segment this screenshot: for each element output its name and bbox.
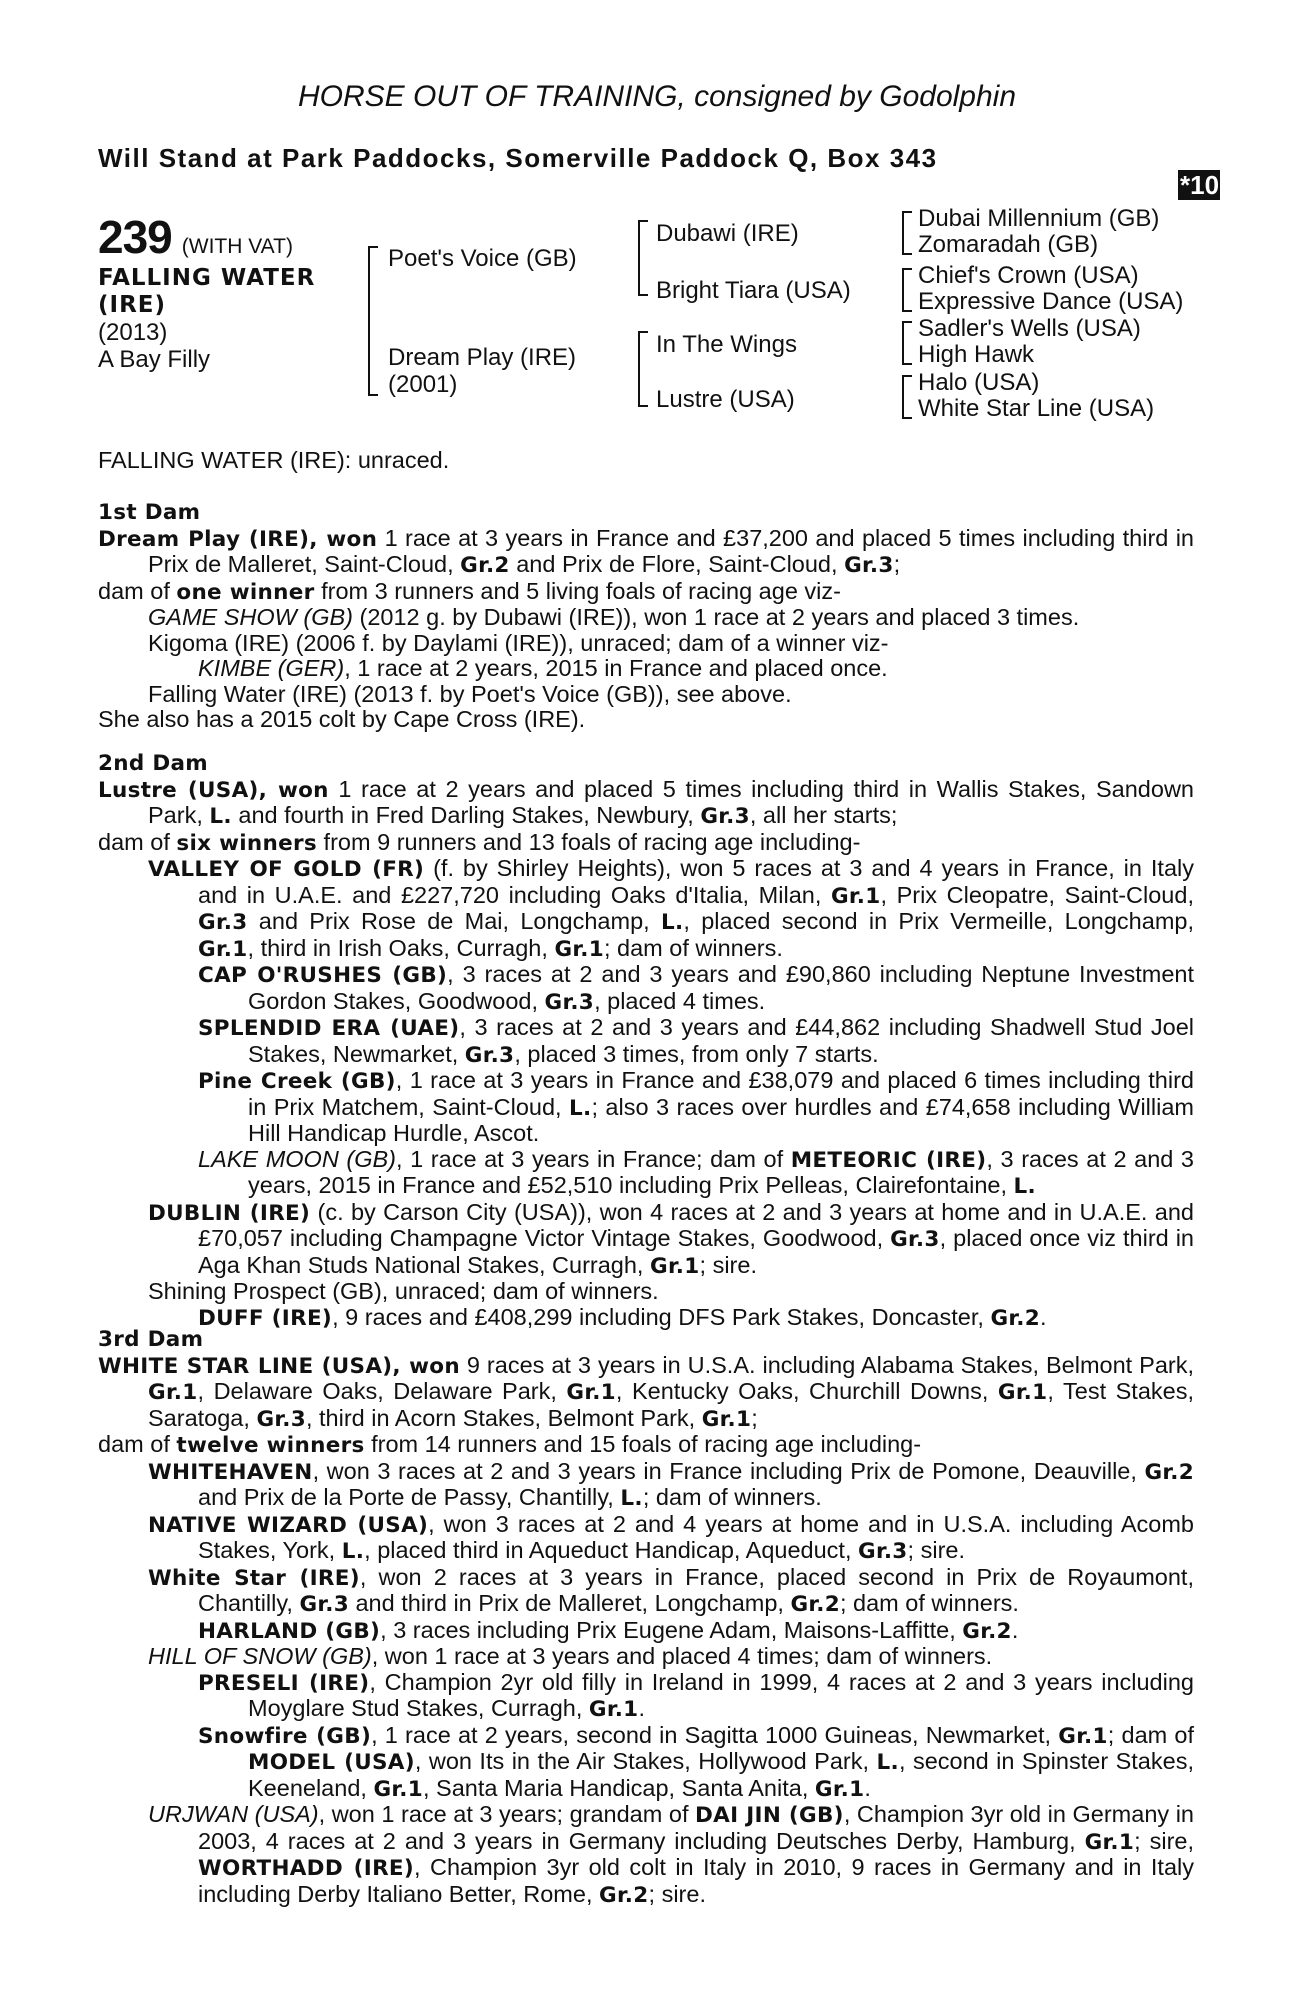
foal-name: VALLEY OF GOLD (FR): [148, 857, 425, 882]
produce-entry: [98, 1670, 1194, 1723]
grade: Gr.3: [544, 989, 595, 1015]
record-text: dam of: [98, 1431, 177, 1457]
record-text: ;: [893, 551, 901, 577]
record-text: (f. by Shirley Heights), won 5 races at 3 and 4 years in France, in Italy and in U.A.E. and £227,720 including Oaks d'Italia, Milan,: [198, 855, 1195, 908]
grade: Gr.1: [373, 1776, 423, 1802]
record-text: dam of: [98, 577, 177, 604]
record-text: , third in Acorn Stakes, Belmont Park,: [305, 1404, 702, 1431]
grade: L.: [341, 1539, 365, 1564]
third-dam-name: WHITE STAR LINE (USA), won: [98, 1353, 460, 1379]
horse-description: A Bay Filly: [98, 346, 211, 373]
grade: Gr.3: [198, 910, 248, 935]
pedigree-bracket-sire-dam: [368, 246, 378, 396]
foal-name: SPLENDID ERA (UAE): [198, 1016, 460, 1041]
record-text: , won 3 races at 2 and 3 years in France including Prix de Pomone, Deauville,: [312, 1457, 1145, 1484]
grade: Gr.3: [256, 1406, 306, 1432]
pedigree-g5: Sadler's Wells (USA): [918, 315, 1141, 342]
foal-name: LAKE MOON (GB): [198, 1145, 396, 1172]
record-text: , placed once viz third in Aga Khan Studs National Stakes, Curragh,: [198, 1225, 1194, 1278]
record-text: .: [638, 1695, 645, 1721]
record-text: , all her starts;: [749, 802, 898, 828]
horse-name-line1: FALLING WATER: [98, 265, 316, 291]
foal-name: MODEL (USA): [248, 1750, 415, 1775]
pedigree-g2: Zomaradah (GB): [918, 231, 1099, 258]
record-text: , 1 race at 3 years in France and £38,079 and placed 6 times including third in Prix Matchem, Saint-Cloud,: [248, 1067, 1194, 1120]
first-dam-section: [98, 500, 1194, 733]
record-text: from 3 runners and 5 living foals of racing age viz-: [314, 577, 841, 604]
third-dam-heading: 3rd Dam: [98, 1327, 204, 1352]
record-text: , placed 3 times, from only 7 starts.: [514, 1040, 879, 1067]
produce-entry: [98, 1618, 1194, 1645]
lot-number-line: [98, 210, 293, 264]
winner-count: six winners: [176, 830, 318, 856]
grade: Gr.1: [650, 1253, 700, 1279]
record-text: , 3 races including Prix Eugene Adam, Maisons-Laffitte,: [380, 1616, 963, 1643]
winner-count: twelve winners: [176, 1433, 365, 1458]
record-text: , 1 race at 3 years in France; dam of: [396, 1145, 791, 1172]
produce-entry: [98, 1723, 1194, 1803]
record-text: , Champion 3yr old in Germany in 2003, 4 races at 2 and 3 years in Germany including Deutsches Derby, Hamburg,: [198, 1801, 1194, 1854]
first-dam-record: [98, 526, 1194, 579]
pedigree-bracket-dam-parents: [638, 331, 648, 407]
produce-entry: [98, 605, 1194, 631]
produce-entry: [98, 1068, 1194, 1147]
record-text: , second in Spinster Stakes, Keeneland,: [248, 1748, 1194, 1801]
record-text: 1 race at 2 years and placed 5 times including third in Wallis Stakes, Sandown Park,: [148, 775, 1194, 828]
record-text: 1 race at 3 years in France and £37,200 and placed 5 times including third in Prix de Malleret, Saint-Cloud,: [148, 524, 1195, 577]
grade: L.: [1013, 1174, 1036, 1199]
grade: Gr.1: [830, 883, 881, 909]
record-text: 9 races at 3 years in U.S.A. including Alabama Stakes, Belmont Park,: [459, 1351, 1194, 1378]
third-dam-produce-summary: [98, 1432, 1194, 1459]
grade: Gr.3: [464, 1042, 515, 1068]
foal-name: PRESELI (IRE): [198, 1670, 370, 1696]
record-text: .: [1039, 1303, 1047, 1330]
foal-name: NATIVE WIZARD (USA): [148, 1512, 429, 1538]
grade: Gr.1: [566, 1380, 616, 1405]
grade: Gr.2: [962, 1618, 1012, 1644]
grade: Gr.2: [599, 1882, 649, 1908]
pedigree-dam-sire: In The Wings: [656, 331, 797, 358]
record-text: and third in Prix de Malleret, Longchamp,: [348, 1590, 791, 1616]
produce-entry: [98, 962, 1194, 1015]
record-text: (2012 g. by Dubawi (IRE)), won 1 race at 2 years and placed 3 times.: [352, 604, 1080, 630]
pedigree-g6: High Hawk: [918, 341, 1035, 368]
grade: L.: [569, 1095, 592, 1121]
grade: L.: [209, 804, 232, 829]
grade: Gr.3: [858, 1539, 908, 1564]
second-dam-produce-summary: [98, 830, 1194, 857]
pedigree-bracket-g2: [902, 268, 912, 312]
produce-entry: [98, 1802, 1194, 1908]
catalogue-header: HORSE OUT OF TRAINING, consigned by Godolphin: [297, 80, 1017, 113]
grade: L.: [620, 1486, 643, 1511]
pedigree-sire-sire: Dubawi (IRE): [656, 220, 799, 247]
foal-name: GAME SHOW (GB): [148, 604, 353, 630]
winner-count: one winner: [176, 579, 315, 605]
record-text: , placed 4 times.: [594, 987, 766, 1014]
pedigree-sire-dam: Bright Tiara (USA): [656, 277, 851, 304]
record-text: ; dam of winners.: [642, 1484, 822, 1510]
pedigree-sire: Poet's Voice (GB): [388, 245, 577, 272]
record-text: , won 1 race at 3 years; grandam of: [318, 1801, 696, 1827]
stand-location: Will Stand at Park Paddocks, Somerville Paddock Q, Box 343: [98, 143, 938, 173]
grade: Gr.1: [1084, 1829, 1135, 1855]
record-text: , Test Stakes, Saratoga,: [148, 1378, 1195, 1431]
second-dam-record: [98, 777, 1194, 830]
grade: Gr.2: [1144, 1459, 1194, 1485]
record-text: and fourth in Fred Darling Stakes, Newbury,: [231, 802, 701, 828]
pedigree-bracket-sire-parents: [638, 220, 648, 296]
foal-name: Pine Creek (GB): [198, 1069, 396, 1094]
produce-entry: [98, 1015, 1194, 1068]
produce-entry: [98, 1644, 1194, 1670]
pedigree-g1: Dubai Millennium (GB): [918, 205, 1160, 232]
record-text: and Prix de la Porte de Passy, Chantilly,: [198, 1484, 621, 1510]
produce-entry: [98, 1147, 1194, 1200]
grade: Gr.2: [460, 553, 510, 578]
record-text: , 3 races at 2 and 3 years and £90,860 including Neptune Investment Gordon Stakes, Goodwood,: [248, 961, 1194, 1014]
foal-name: HARLAND (GB): [198, 1618, 381, 1644]
second-dam-section: [98, 751, 1194, 1331]
foal-name: HILL OF SNOW (GB): [148, 1643, 372, 1669]
grade: Gr.1: [1058, 1723, 1108, 1749]
record-text: , Champion 3yr old colt in Italy in 2010, 9 races in Germany and in Italy including Derby Italiano Better, Rome,: [198, 1854, 1194, 1907]
pedigree-bracket-g3: [902, 321, 912, 365]
foal-name: CAP O'RUSHES (GB): [198, 963, 448, 988]
produce-entry: Falling Water (IRE) (2013 f. by Poet's Voice (GB)), see above.: [148, 680, 792, 707]
record-text: , 3 races at 2 and 3 years, 2015 in France and £52,510 including Prix Pelleas, Clairefontaine,: [248, 1145, 1195, 1198]
vat-note: (WITH VAT): [181, 235, 293, 258]
pedigree-bracket-g1: [902, 211, 912, 255]
foal-name: KIMBE (GER): [198, 655, 345, 681]
record-text: from 14 runners and 15 foals of racing age including-: [364, 1431, 922, 1457]
record-text: , third in Irish Oaks, Curragh,: [247, 934, 555, 961]
lot-badge: *10: [1180, 170, 1220, 200]
foal-name: WORTHADD (IRE): [198, 1856, 415, 1881]
record-text: , placed second in Prix Vermeille, Longchamp,: [683, 908, 1194, 934]
record-text: , won 3 races at 2 and 4 years at home and in U.S.A. including Acomb Stakes, York,: [198, 1510, 1194, 1563]
grade: Gr.1: [554, 936, 604, 962]
record-text: , won 2 races at 3 years in France, placed second in Prix de Royaumont, Chantilly,: [198, 1563, 1194, 1616]
foal-name: DUBLIN (IRE): [148, 1200, 311, 1226]
produce-entry: [98, 1565, 1194, 1618]
second-dam-heading: 2nd Dam: [98, 751, 208, 776]
record-text: ; sire.: [699, 1251, 757, 1278]
grade: Gr.3: [890, 1227, 940, 1252]
produce-entry: [98, 1459, 1194, 1512]
grade: Gr.1: [997, 1380, 1048, 1405]
grade: Gr.1: [814, 1776, 865, 1802]
record-text: dam of: [98, 828, 177, 855]
third-dam-section: [98, 1327, 1194, 1908]
grade: Gr.3: [844, 553, 894, 578]
grade: Gr.3: [700, 804, 750, 829]
grade: Gr.2: [990, 1305, 1040, 1331]
record-text: (c. by Carson City (USA)), won 4 races at 2 and 3 years at home and in U.A.E. and £70,057 including Champagne Victor Vintage Stakes, Goodwood,: [198, 1198, 1194, 1251]
grade: L.: [660, 910, 684, 935]
pedigree-bracket-g4: [902, 375, 912, 419]
foal-name: DUFF (IRE): [198, 1305, 333, 1331]
pedigree-g3: Chief's Crown (USA): [918, 262, 1139, 289]
foal-name: URJWAN (USA): [148, 1801, 319, 1827]
record-text: , placed third in Aqueduct Handicap, Aqueduct,: [364, 1537, 859, 1563]
record-text: ; also 3 races over hurdles and £74,658 including William Hill Handicap Hurdle, Ascot.: [248, 1093, 1194, 1146]
race-record: FALLING WATER (IRE): unraced.: [98, 447, 450, 473]
record-text: ; dam of winners.: [839, 1590, 1019, 1616]
record-text: ;: [751, 1404, 758, 1431]
record-text: ; dam of winners.: [603, 934, 783, 961]
record-text: , 9 races and £408,299 including DFS Park Stakes, Doncaster,: [332, 1303, 991, 1330]
grade: L.: [876, 1750, 899, 1775]
produce-note: She also has a 2015 colt by Cape Cross (IRE).: [98, 706, 586, 732]
record-text: , Prix Cleopatre, Saint-Cloud,: [880, 881, 1194, 908]
record-text: ; sire.: [648, 1880, 706, 1907]
lot-number: 239: [98, 211, 172, 263]
foal-name: WHITEHAVEN: [148, 1459, 313, 1485]
horse-year: (2013): [98, 319, 168, 346]
record-text: .: [864, 1774, 871, 1801]
record-text: .: [1011, 1616, 1019, 1643]
grade: Gr.1: [148, 1380, 198, 1405]
record-text: , Kentucky Oaks, Churchill Downs,: [615, 1378, 998, 1404]
record-text: , 1 race at 2 years, second in Sagitta 1000 Guineas, Newmarket,: [371, 1721, 1059, 1748]
pedigree-dam-year: (2001): [388, 371, 458, 398]
pedigree-g4: Expressive Dance (USA): [918, 288, 1184, 315]
produce-entry: [98, 856, 1194, 962]
record-text: , Santa Maria Handicap, Santa Anita,: [422, 1774, 815, 1801]
second-dam-name: Lustre (USA), won: [98, 777, 329, 803]
produce-entry: [98, 1512, 1194, 1565]
record-text: , Delaware Oaks, Delaware Park,: [197, 1378, 567, 1404]
produce-entry: Kigoma (IRE) (2006 f. by Daylami (IRE)), unraced; dam of a winner viz-: [148, 629, 889, 656]
first-dam-heading: 1st Dam: [98, 500, 201, 525]
record-text: , won 1 race at 3 years and placed 4 times; dam of winners.: [371, 1643, 993, 1669]
record-text: ; sire,: [1134, 1827, 1194, 1854]
grade: Gr.2: [790, 1592, 840, 1617]
foal-name: DAI JIN (GB): [695, 1803, 844, 1828]
pedigree-g7: Halo (USA): [918, 369, 1040, 396]
record-text: , Champion 2yr old filly in Ireland in 1999, 4 races at 2 and 3 years including Moyglare Stud Stakes, Curragh,: [248, 1668, 1194, 1721]
horse-info: [98, 265, 315, 373]
third-dam-record: [98, 1353, 1194, 1433]
record-text: ; dam of: [1107, 1721, 1195, 1748]
grade: Gr.1: [701, 1406, 752, 1432]
horse-name-line2: (IRE): [98, 292, 167, 318]
grade: Gr.3: [299, 1592, 349, 1617]
grade: Gr.1: [588, 1697, 639, 1722]
record-text: , won Its in the Air Stakes, Hollywood Park,: [414, 1748, 877, 1774]
pedigree-dam: Dream Play (IRE): [388, 344, 577, 371]
foal-name: White Star (IRE): [148, 1565, 360, 1591]
record-text: and Prix Rose de Mai, Longchamp,: [247, 908, 661, 934]
grade: Gr.1: [198, 936, 248, 962]
record-text: , 1 race at 2 years, 2015 in France and placed once.: [344, 655, 888, 681]
foal-name: Snowfire (GB): [198, 1723, 372, 1749]
pedigree-dam-dam: Lustre (USA): [656, 386, 795, 413]
produce-entry: [98, 656, 1194, 682]
produce-entry: Shining Prospect (GB), unraced; dam of winners.: [148, 1278, 659, 1304]
first-dam-name: Dream Play (IRE), won: [98, 526, 378, 552]
foal-name: METEORIC (IRE): [790, 1147, 987, 1173]
record-text: , 3 races at 2 and 3 years and £44,862 including Shadwell Stud Joel Stakes, Newmarket,: [248, 1014, 1194, 1067]
produce-entry: [98, 1200, 1194, 1280]
record-text: from 9 runners and 13 foals of racing age including-: [317, 828, 861, 855]
record-text: and Prix de Flore, Saint-Cloud,: [509, 551, 845, 577]
pedigree-g8: White Star Line (USA): [918, 395, 1155, 422]
record-text: ; sire.: [907, 1537, 966, 1563]
first-dam-produce-summary: [98, 579, 1194, 606]
